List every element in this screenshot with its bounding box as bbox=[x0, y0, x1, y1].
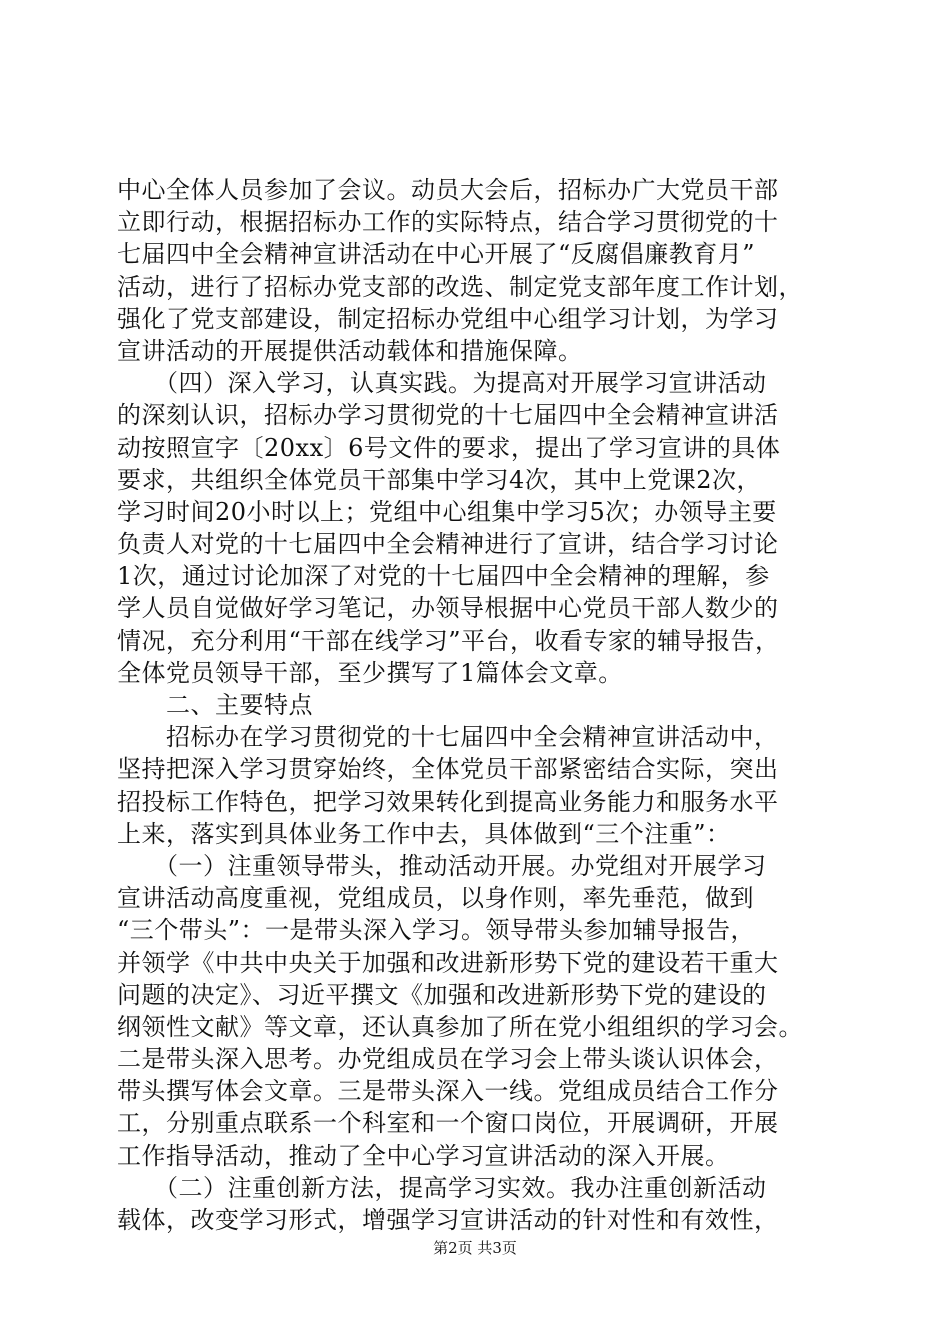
text-line: （二）注重创新方法，提高学习实效。我办注重创新活动 bbox=[117, 1173, 767, 1202]
text-line: 工作指导活动，推动了全中心学习宣讲活动的深入开展。 bbox=[117, 1141, 730, 1170]
text-line: 问题的决定》、习近平撰文《加强和改进新形势下党的建设的 bbox=[117, 980, 767, 1009]
text-line: 负责人对党的十七届四中全会精神进行了宣讲，结合学习讨论 bbox=[117, 530, 779, 559]
text-line: 纲领性文献》等文章，还认真参加了所在党小组组织的学习会。 bbox=[117, 1012, 803, 1041]
text-line: 中心全体人员参加了会议。动员大会后，招标办广大党员干部 bbox=[117, 176, 779, 204]
text-line: 上来，落实到具体业务工作中去，具体做到“三个注重”： bbox=[117, 819, 731, 848]
text-line: 宣讲活动高度重视，党组成员，以身作则，率先垂范，做到 bbox=[117, 884, 754, 913]
text-line: （四）深入学习，认真实践。为提高对开展学习宣讲活动 bbox=[117, 369, 767, 398]
text-line: 坚持把深入学习贯穿始终，全体党员干部紧密结合实际，突出 bbox=[117, 755, 779, 784]
text-line: 的深刻认识，招标办学习贯彻党的十七届四中全会精神宣讲活 bbox=[117, 401, 779, 430]
text-line: “三个带头”：一是带头深入学习。领导带头参加辅导报告， bbox=[117, 916, 756, 945]
text-line: 强化了党支部建设，制定招标办党组中心组学习计划，为学习 bbox=[117, 304, 779, 333]
text-line: 立即行动，根据招标办工作的实际特点，结合学习贯彻党的十 bbox=[117, 208, 779, 237]
section-heading: 二、主要特点 bbox=[117, 691, 313, 719]
text-line: 情况，充分利用“干部在线学习”平台，收看专家的辅导报告， bbox=[117, 626, 780, 655]
text-line: 1次，通过讨论加深了对党的十七届四中全会精神的理解，参 bbox=[117, 562, 770, 591]
page-number: 第2页 共3页 bbox=[433, 1239, 517, 1257]
text-line: 活动，进行了招标办党支部的改选、制定党支部年度工作计划， bbox=[117, 272, 803, 301]
text-line: 招投标工作特色，把学习效果转化到提高业务能力和服务水平 bbox=[117, 787, 779, 816]
text-line: 二是带头深入思考。办党组成员在学习会上带头谈认识体会， bbox=[117, 1045, 779, 1074]
page-footer bbox=[0, 1238, 950, 1258]
text-line: 动按照宣字〔20xx〕6号文件的要求，提出了学习宣讲的具体 bbox=[117, 433, 781, 462]
text-line: 要求，共组织全体党员干部集中学习4次，其中上党课2次， bbox=[117, 465, 762, 494]
text-line: 载体，改变学习形式，增强学习宣讲活动的针对性和有效性， bbox=[117, 1206, 779, 1234]
text-line: 宣讲活动的开展提供活动载体和措施保障。 bbox=[117, 336, 583, 365]
text-line: 学习时间20小时以上；党组中心组集中学习5次；办领导主要 bbox=[117, 497, 777, 526]
text-line: （一）注重领导带头，推动活动开展。办党组对开展学习 bbox=[117, 851, 767, 880]
document-body bbox=[117, 174, 843, 1236]
text-line: 学人员自觉做好学习笔记，办领导根据中心党员干部人数少的 bbox=[117, 594, 779, 623]
text-line: 带头撰写体会文章。三是带头深入一线。党组成员结合工作分 bbox=[117, 1077, 779, 1106]
text-line: 全体党员领导干部，至少撰写了1篇体会文章。 bbox=[117, 658, 623, 687]
text-line: 工，分别重点联系一个科室和一个窗口岗位，开展调研，开展 bbox=[117, 1109, 779, 1138]
text-line: 并领学《中共中央关于加强和改进新形势下党的建设若干重大 bbox=[117, 948, 779, 977]
text-line: 七届四中全会精神宣讲活动在中心开展了“反腐倡廉教育月” bbox=[117, 240, 756, 269]
text-line: 招标办在学习贯彻党的十七届四中全会精神宣讲活动中， bbox=[117, 723, 779, 752]
